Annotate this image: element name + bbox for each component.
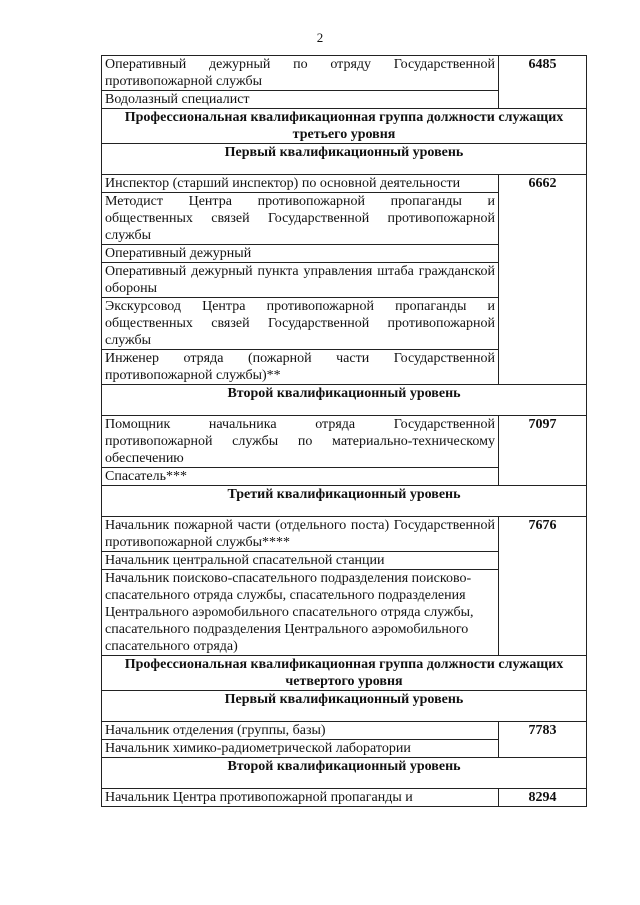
table-row [102,416,587,468]
position-name: Оперативный дежурный [102,245,499,263]
level-heading-row [102,385,587,416]
group-heading-row [102,109,587,144]
position-name: Начальник химико-радиометрической лаборатории [102,740,499,758]
salary-value: 7097 [499,416,587,486]
table-row [102,722,587,740]
salary-value: 7783 [499,722,587,758]
table-row [102,517,587,552]
table-row [102,175,587,193]
salary-table [101,55,587,807]
level-heading-row [102,691,587,722]
position-name: Водолазный специалист [102,91,499,109]
position-name: Оперативный дежурный пункта управления штаба гражданской обороны [102,263,499,298]
page-number: 2 [316,30,324,45]
level-heading-row [102,486,587,517]
salary-value: 7676 [499,517,587,656]
position-name: Оперативный дежурный по отряду Государственной противопожарной службы [102,56,499,91]
position-name: Методист Центра противопожарной пропаганды и общественных связей Государственной противопожарной службы [102,193,499,245]
position-name: Инспектор (старший инспектор) по основной деятельности [102,175,499,193]
level-heading-row [102,758,587,789]
level-heading: Третий квалификационный уровень [102,486,587,517]
position-name: Помощник начальника отряда Государственной противопожарной службы по материально-техническому обеспечению [102,416,499,468]
group-heading-row [102,656,587,691]
level-heading-row [102,144,587,175]
position-name: Начальник поисково-спасательного подразделения поисково-спасательного отряда службы, спасательного подразделения Центрального аэромобильного спасательного отряда службы, спасательного подразделения Центрального аэромобильного спасательного отряда) [102,570,499,656]
level-heading: Второй квалификационный уровень [102,758,587,789]
position-name: Начальник Центра противопожарной пропаганды и [102,789,499,807]
level-heading: Первый квалификационный уровень [102,691,587,722]
position-name: Начальник центральной спасательной станции [102,552,499,570]
salary-value: 6485 [499,56,587,109]
level-heading: Второй квалификационный уровень [102,385,587,416]
salary-value: 8294 [499,789,587,807]
position-name: Экскурсовод Центра противопожарной пропаганды и общественных связей Государственной противопожарной службы [102,298,499,350]
position-name: Спасатель*** [102,468,499,486]
salary-value: 6662 [499,175,587,385]
group-heading: Профессиональная квалификационная группа должности служащих третьего уровня [102,109,587,144]
position-name: Начальник отделения (группы, базы) [102,722,499,740]
position-name: Начальник пожарной части (отдельного поста) Государственной противопожарной службы**** [102,517,499,552]
position-name: Инженер отряда (пожарной части Государственной противопожарной службы)** [102,350,499,385]
table-row [102,789,587,807]
group-heading: Профессиональная квалификационная группа должности служащих четвертого уровня [102,656,587,691]
table-row [102,56,587,91]
level-heading: Первый квалификационный уровень [102,144,587,175]
